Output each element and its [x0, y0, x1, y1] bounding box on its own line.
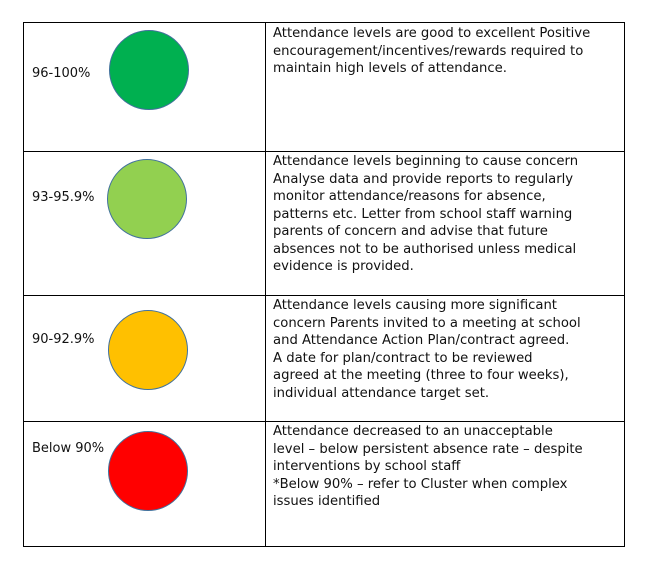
- red-status-circle: [108, 431, 188, 511]
- table-row-93-95-9: [24, 151, 624, 295]
- column-divider: [265, 23, 266, 151]
- level-description: Attendance decreased to an unacceptable level – below persistent absence rate – despite interventions by school staff *Below 90% – refer to Cluster when complex issues identified: [273, 424, 583, 509]
- range-label: Below 90%: [32, 441, 105, 456]
- table-row-below-90: [24, 421, 624, 546]
- light-green-status-circle: [107, 159, 187, 239]
- range-label: 93-95.9%: [32, 190, 95, 205]
- range-label: 96-100%: [32, 66, 91, 81]
- attendance-levels-table: [23, 22, 625, 547]
- level-description: Attendance levels are good to excellent Positive encouragement/incentives/rewards required to maintain high levels of attendance.: [273, 26, 591, 76]
- level-description: Attendance levels causing more significant concern Parents invited to a meeting at school and Attendance Action Plan/contract agreed. A date for plan/contract to be reviewed agreed at the meeting (three to four weeks), individual attendance target set.: [273, 298, 581, 401]
- column-divider: [265, 152, 266, 295]
- level-description: Attendance levels beginning to cause concern Analyse data and provide reports to regularly monitor attendance/reasons for absence, patterns etc. Letter from school staff warning parents of concern and advise that future absences not to be authorised unless medical evidence is provided.: [273, 154, 579, 274]
- column-divider: [265, 422, 266, 546]
- table-row-90-92-9: [24, 295, 624, 421]
- table-row-96-100: [24, 23, 624, 151]
- column-divider: [265, 296, 266, 421]
- green-status-circle: [109, 30, 189, 110]
- amber-status-circle: [108, 310, 188, 390]
- range-label: 90-92.9%: [32, 332, 95, 347]
